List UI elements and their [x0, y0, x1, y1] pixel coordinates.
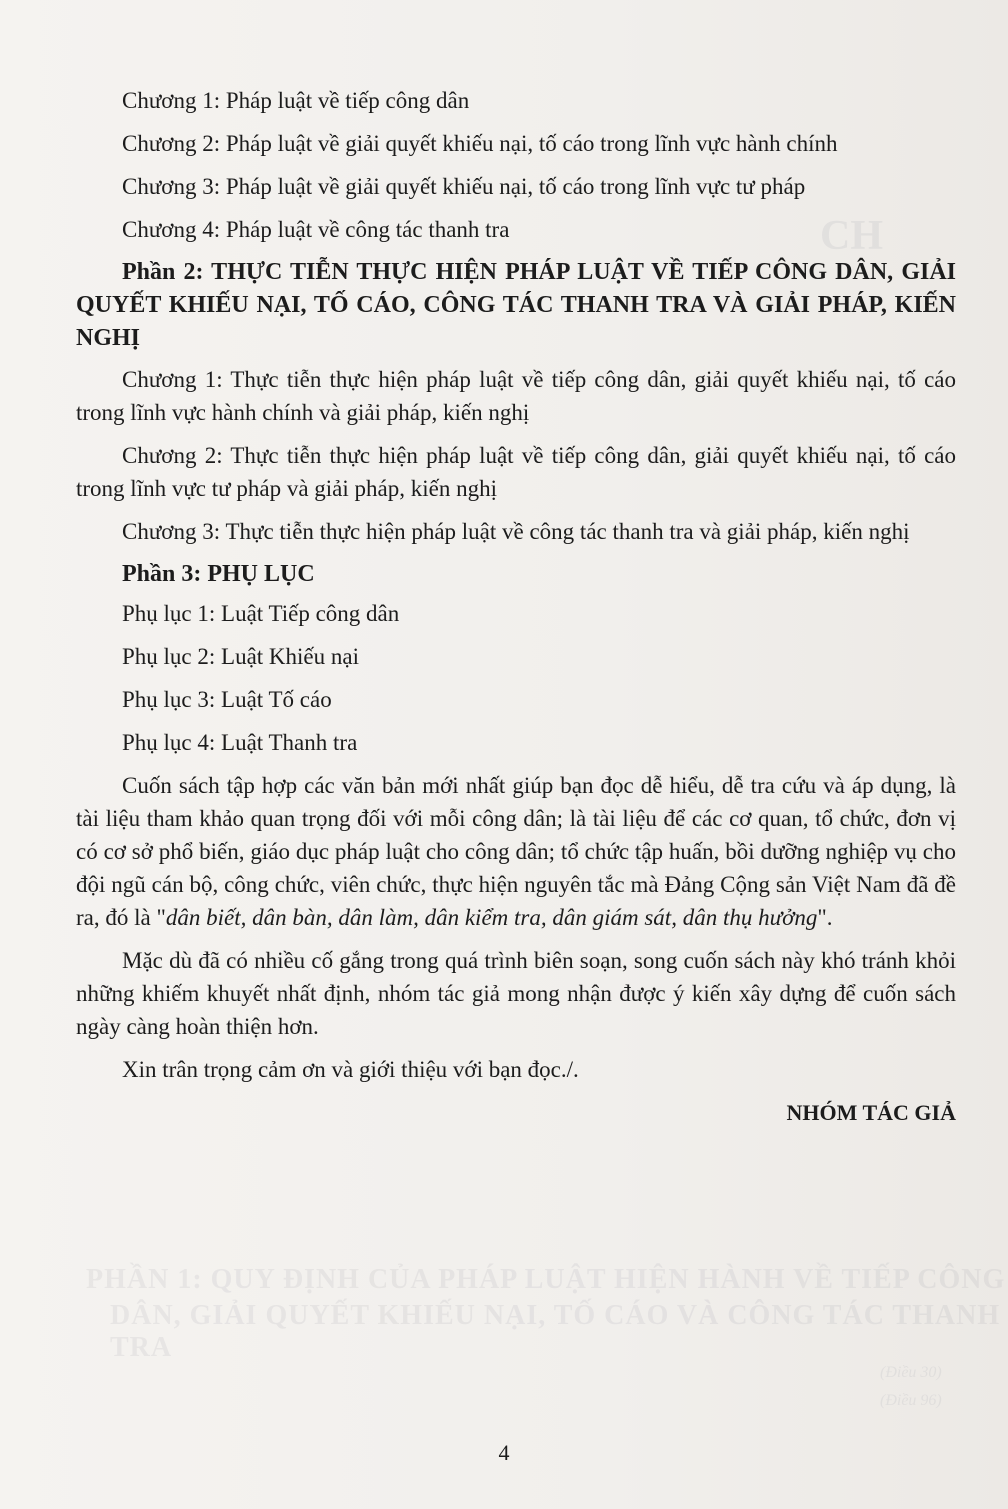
part2-chapter-1: Chương 1: Thực tiễn thực hiện pháp luật về tiếp công dân, giải quyết khiếu nại, tố cáo trong lĩnh vực hành chính và giải pháp, kiến nghị — [76, 367, 956, 425]
part1-chapter-list — [76, 84, 956, 246]
closing-thanks: Xin trân trọng cảm ơn và giới thiệu với bạn đọc./. — [122, 1057, 579, 1082]
part2-chapter-list — [76, 363, 956, 548]
bleed-through-fragment: PHẦN 1: QUY ĐỊNH CỦA PHÁP LUẬT HIỆN HÀNH VỀ TIẾP CÔNG — [86, 1264, 1006, 1295]
bleed-through-fragment: CH — [820, 213, 883, 259]
bleed-through-fragment: (Điều 30) — [880, 1364, 942, 1381]
part1-chapter-3: Chương 3: Pháp luật về giải quyết khiếu nại, tố cáo trong lĩnh vực tư pháp — [122, 174, 806, 199]
feedback-paragraph: Mặc dù đã có nhiều cố gắng trong quá trình biên soạn, song cuốn sách này khó tránh khỏi những khiếm khuyết nhất định, nhóm tác giả mong nhận được ý kiến xây dựng để cuốn sách ngày càng hoàn thiện hơn. — [76, 948, 956, 1039]
part2-heading: Phần 2: THỰC TIỄN THỰC HIỆN PHÁP LUẬT VỀ TIẾP CÔNG DÂN, GIẢI QUYẾT KHIẾU NẠI, TỐ CÁO, CÔNG TÁC THANH TRA VÀ GIẢI PHÁP, KIẾN NGHỊ — [76, 259, 956, 351]
book-purpose-paragraph — [76, 769, 956, 934]
bleed-through-fragment: (Điều 96) — [880, 1392, 942, 1409]
appendix-list — [76, 597, 956, 759]
appendix-2: Phụ lục 2: Luật Khiếu nại — [122, 644, 359, 669]
part1-chapter-4: Chương 4: Pháp luật về công tác thanh tra — [122, 217, 510, 242]
appendix-4: Phụ lục 4: Luật Thanh tra — [122, 730, 358, 755]
part1-chapter-2: Chương 2: Pháp luật về giải quyết khiếu nại, tố cáo trong lĩnh vực hành chính — [122, 131, 838, 156]
bleed-through-fragment: DÂN, GIẢI QUYẾT KHIẾU NẠI, TỐ CÁO VÀ CÔNG TÁC THANH TRA — [110, 1300, 1001, 1363]
purpose-tail-text: ". — [817, 905, 833, 930]
purpose-lead-text: Cuốn sách tập hợp các văn bản mới nhất giúp bạn đọc dễ hiểu, dễ tra cứu và áp dụng, là tài liệu tham khảo quan trọng đối với mỗi công dân; là tài liệu để các cơ quan, tổ chức, đơn vị có cơ sở phổ biến, giáo dục pháp luật cho công dân; tổ chức tập huấn, bồi dưỡng nghiệp vụ cho đội ngũ cán bộ, công chức, viên chức, thực hiện nguyên tắc mà Đảng Cộng sản Việt Nam đã đề ra, đó là " — [76, 773, 956, 930]
part2-chapter-2: Chương 2: Thực tiễn thực hiện pháp luật về tiếp công dân, giải quyết khiếu nại, tố cáo trong lĩnh vực tư pháp và giải pháp, kiến nghị — [76, 443, 956, 501]
appendix-3: Phụ lục 3: Luật Tố cáo — [122, 687, 332, 712]
part2-chapter-3: Chương 3: Thực tiễn thực hiện pháp luật về công tác thanh tra và giải pháp, kiến nghị — [122, 519, 910, 544]
part1-chapter-1: Chương 1: Pháp luật về tiếp công dân — [122, 88, 470, 113]
purpose-principle-italic: dân biết, dân bàn, dân làm, dân kiểm tra, dân giám sát, dân thụ hưởng — [165, 905, 818, 930]
appendix-1: Phụ lục 1: Luật Tiếp công dân — [122, 601, 400, 626]
page-number: 4 — [498, 1440, 510, 1465]
author-signature: NHÓM TÁC GIẢ — [786, 1100, 956, 1125]
part3-heading: Phần 3: PHỤ LỤC — [122, 561, 315, 587]
